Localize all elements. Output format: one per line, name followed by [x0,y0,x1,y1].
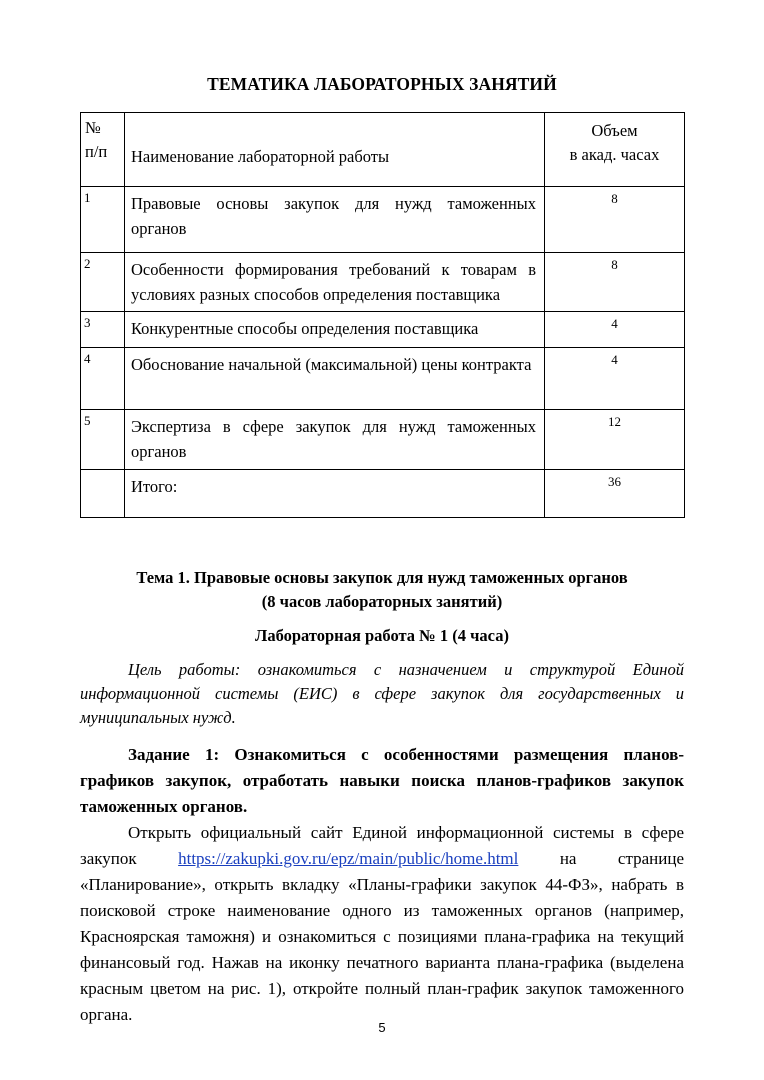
header-number-line2: п/п [85,142,108,161]
total-label: Итого: [125,470,545,518]
row-hours: 12 [545,410,685,470]
header-volume-cell [545,113,685,187]
instructions-paragraph [80,820,684,1028]
header-volume-line1: Объем [591,121,638,140]
zakupki-link[interactable]: https://zakupki.gov.ru/epz/main/public/home.html [178,849,519,868]
lab-topics-table [80,112,685,518]
row-hours: 4 [545,348,685,410]
row-name: Конкурентные способы определения поставщика [125,312,545,348]
row-number: 5 [81,410,125,470]
row-number: 4 [81,348,125,410]
topic-heading-line2: (8 часов лабораторных занятий) [261,592,503,611]
topic-heading-line1: Тема 1. Правовые основы закупок для нужд таможенных органов [136,568,628,587]
topic-heading [80,566,684,614]
table-header-row [81,113,685,187]
header-volume-line2: в акад. часах [569,145,660,164]
table-total-row [81,470,685,518]
table-row [81,312,685,348]
header-number-cell [81,113,125,187]
row-hours: 8 [545,187,685,253]
page-number: 5 [378,1020,386,1035]
row-hours: 8 [545,253,685,312]
table-row [81,410,685,470]
instructions-text-rest: на странице «Планирование», открыть вкладку «Планы-графики закупок 44-ФЗ», набрать в поисковой строке наименование одного из таможенных органов (например, Красноярская таможня) и ознакомиться с позициями плана-графика на текущий финансовый год. Нажав на иконку печатного варианта плана-графика (выделена красным цветом на рис. 1), откройте полный план-график закупок таможенного органа. [80,849,685,1024]
row-number: 3 [81,312,125,348]
row-number: 2 [81,253,125,312]
page-title: ТЕМАТИКА ЛАБОРАТОРНЫХ ЗАНЯТИЙ [207,74,557,94]
header-name-cell: Наименование лабораторной работы [125,113,545,187]
header-number-line1: № [85,118,101,137]
row-name: Особенности формирования требований к товарам в условиях разных способов определения поставщика [125,253,545,312]
table-row [81,253,685,312]
row-name: Правовые основы закупок для нужд таможенных органов [125,187,545,253]
row-name: Обоснование начальной (максимальной) цены контракта [125,348,545,410]
row-number: 1 [81,187,125,253]
row-name: Экспертиза в сфере закупок для нужд таможенных органов [125,410,545,470]
table-row [81,348,685,410]
instructions-text-start: Открыть официальный сайт Единой информационной системы в сфере закупок [80,823,684,868]
lab-work-heading: Лабораторная работа № 1 (4 часа) [255,626,509,645]
table-row [81,187,685,253]
total-hours: 36 [545,470,685,518]
total-number-cell [81,470,125,518]
row-hours: 4 [545,312,685,348]
task-paragraph: Задание 1: Ознакомиться с особенностями размещения планов-графиков закупок, отработать навыки поиска планов-графиков закупок таможенных органов. [80,745,684,816]
work-goal-paragraph: Цель работы: ознакомиться с назначением и структурой Единой информационной системы (ЕИС) в сфере закупок для государственных и муниципальных нужд. [80,660,684,727]
